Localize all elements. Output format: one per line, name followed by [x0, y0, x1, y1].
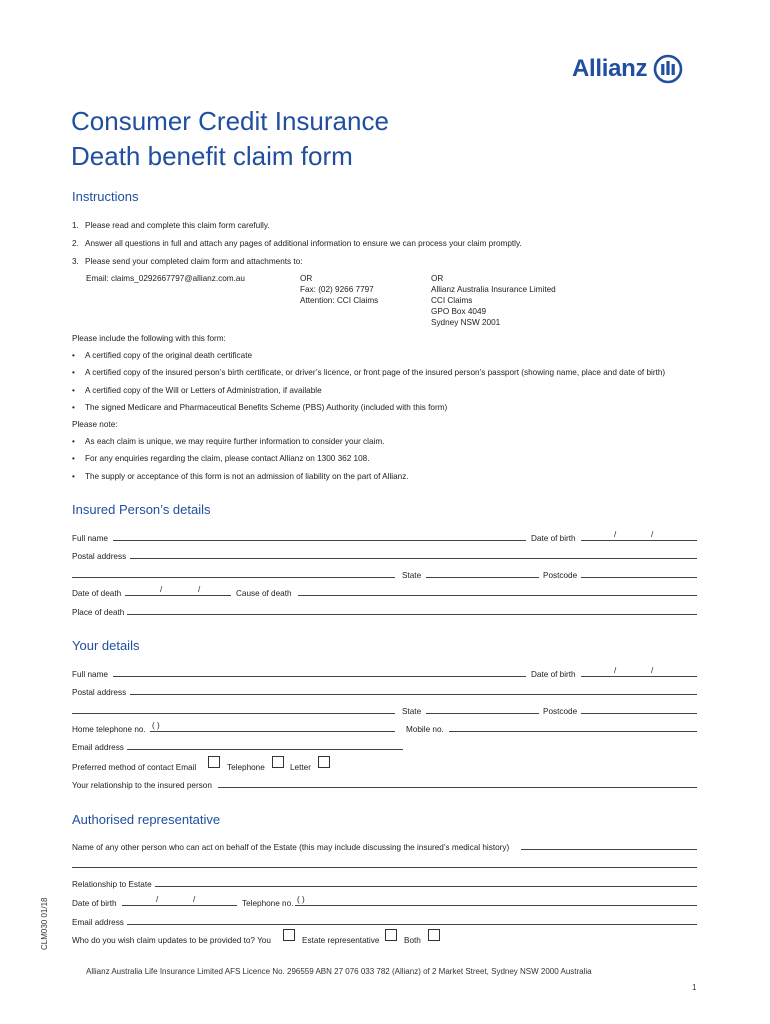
instruction-item: [72, 238, 522, 249]
rep-email-field[interactable]: [127, 924, 697, 925]
post-line: Allianz Australia Insurance Limited: [431, 285, 556, 294]
or-label: OR: [300, 274, 313, 283]
both-option-label: Both: [404, 936, 421, 945]
instructions-heading: Instructions: [72, 189, 139, 204]
title-line-2: Death benefit claim form: [71, 141, 353, 171]
list-item: [72, 367, 665, 378]
rep-relationship-label: Relationship to Estate: [72, 880, 152, 889]
bullet: •: [72, 472, 75, 481]
area-code-parens: ( ): [152, 721, 160, 730]
your-postal-label: Postal address: [72, 688, 127, 697]
insured-dod-label: Date of death: [72, 589, 122, 598]
insured-postal-field[interactable]: [130, 558, 697, 559]
item-text: Please send your completed claim form and attachments to:: [85, 257, 303, 266]
your-dob-label: Date of birth: [531, 670, 576, 679]
list-item-text: A certified copy of the Will or Letters of Administration, if available: [85, 386, 322, 395]
rep-email-label: Email address: [72, 918, 124, 927]
page-title: [71, 104, 389, 174]
insured-dob-field[interactable]: [581, 540, 697, 541]
rep-name-label: Name of any other person who can act on behalf of the Estate (this may include discussing the insured’s medical history): [72, 843, 510, 852]
page-number: 1: [692, 983, 697, 992]
your-full-name-field[interactable]: [113, 676, 526, 677]
claim-updates-label: Who do you wish claim updates to be provided to? You: [72, 936, 271, 945]
preferred-contact-label: Preferred method of contact Email: [72, 763, 197, 772]
area-code-parens: ( ): [297, 895, 305, 904]
item-number: 3.: [72, 257, 79, 266]
item-number: 2.: [72, 239, 79, 248]
bullet: •: [72, 454, 75, 463]
include-label: Please include the following with this form:: [72, 334, 226, 343]
allianz-logo-icon: [653, 54, 683, 84]
letter-option-label: Letter: [290, 763, 311, 772]
bullet: •: [72, 386, 75, 395]
list-item: [72, 385, 322, 396]
item-text: Answer all questions in full and attach any pages of additional information to ensure we can process your claim promptly.: [85, 239, 522, 248]
insured-place-label: Place of death: [72, 608, 125, 617]
date-slash: /: [614, 530, 617, 539]
list-item: [72, 436, 384, 447]
insured-cause-label: Cause of death: [236, 589, 292, 598]
insured-state-label: State: [402, 571, 422, 580]
insured-postcode-field[interactable]: [581, 577, 697, 578]
list-item-text: For any enquiries regarding the claim, please contact Allianz on 1300 362 108.: [85, 454, 370, 463]
your-postal-field-2[interactable]: [72, 713, 395, 714]
your-postcode-label: Postcode: [543, 707, 578, 716]
post-line: GPO Box 4049: [431, 307, 487, 316]
rep-tel-label: Telephone no.: [242, 899, 294, 908]
list-item-text: The signed Medicare and Pharmaceutical Benefits Scheme (PBS) Authority (included with this form): [85, 403, 448, 412]
footer-legal: Allianz Australia Life Insurance Limited AFS Licence No. 296559 ABN 27 076 033 782 (Allianz) of 2 Market Street, Sydney NSW 2000 Australia: [86, 967, 592, 976]
note-label: Please note:: [72, 420, 118, 429]
form-code: CLM030 01/18: [40, 897, 49, 950]
list-item-text: As each claim is unique, we may require further information to consider your claim.: [85, 437, 385, 446]
post-line: Sydney NSW 2001: [431, 318, 501, 327]
home-tel-label: Home telephone no.: [72, 725, 146, 734]
claims-email: Email: claims_0292667797@allianz.com.au: [86, 274, 245, 283]
date-slash: /: [156, 895, 159, 904]
list-item: [72, 471, 409, 482]
estate-rep-option-label: Estate representative: [302, 936, 380, 945]
you-checkbox[interactable]: [283, 929, 295, 941]
insured-full-name-field[interactable]: [113, 540, 526, 541]
date-slash: /: [651, 530, 654, 539]
rep-name-field[interactable]: [521, 849, 697, 850]
your-state-field[interactable]: [426, 713, 539, 714]
insured-place-field[interactable]: [127, 614, 697, 615]
your-email-label: Email address: [72, 743, 124, 752]
your-full-name-label: Full name: [72, 670, 108, 679]
mobile-field[interactable]: [449, 731, 697, 732]
your-email-field[interactable]: [127, 749, 403, 750]
allianz-logo: [572, 52, 700, 86]
list-item-text: The supply or acceptance of this form is not an admission of liability on the part of Allianz.: [85, 472, 409, 481]
your-postal-field[interactable]: [130, 694, 697, 695]
or-label: OR: [431, 274, 444, 283]
insured-cause-field[interactable]: [298, 595, 697, 596]
your-details-heading: Your details: [72, 638, 140, 653]
logo-text: Allianz: [572, 55, 648, 82]
list-item: [72, 453, 369, 464]
insured-postal-label: Postal address: [72, 552, 127, 561]
insured-postal-field-2[interactable]: [72, 577, 395, 578]
instruction-item: [72, 256, 303, 267]
your-dob-field[interactable]: [581, 676, 697, 677]
bullet: •: [72, 351, 75, 360]
telephone-checkbox[interactable]: [272, 756, 284, 768]
date-slash: /: [160, 585, 163, 594]
telephone-option-label: Telephone: [227, 763, 265, 772]
title-line-1: Consumer Credit Insurance: [71, 106, 389, 136]
post-line: CCI Claims: [431, 296, 473, 305]
list-item-text: A certified copy of the original death certificate: [85, 351, 253, 360]
date-slash: /: [614, 666, 617, 675]
instruction-item: [72, 220, 270, 231]
fax-block: [300, 273, 378, 306]
list-item: [72, 402, 447, 413]
bullet: •: [72, 403, 75, 412]
your-relationship-field[interactable]: [218, 787, 697, 788]
bullet: •: [72, 368, 75, 377]
rep-relationship-field[interactable]: [155, 886, 697, 887]
insured-dob-label: Date of birth: [531, 534, 576, 543]
list-item-text: A certified copy of the insured person’s birth certificate, or driver’s licence, or front page of the insured person’s passport (showing name, place and date of birth): [85, 368, 666, 377]
item-text: Please read and complete this claim form carefully.: [85, 221, 270, 230]
date-slash: /: [193, 895, 196, 904]
bullet: •: [72, 437, 75, 446]
item-number: 1.: [72, 221, 79, 230]
both-checkbox[interactable]: [428, 929, 440, 941]
list-item: [72, 350, 252, 361]
postal-block: [431, 273, 556, 328]
insured-full-name-label: Full name: [72, 534, 108, 543]
rep-name-field-2[interactable]: [72, 867, 697, 868]
rep-tel-field[interactable]: [295, 905, 697, 906]
your-relationship-label: Your relationship to the insured person: [72, 781, 212, 790]
your-postcode-field[interactable]: [581, 713, 697, 714]
date-slash: /: [651, 666, 654, 675]
insured-heading: Insured Person’s details: [72, 502, 211, 517]
date-slash: /: [198, 585, 201, 594]
fax-number: Fax: (02) 9266 7797: [300, 285, 374, 294]
mobile-label: Mobile no.: [406, 725, 444, 734]
rep-dob-label: Date of birth: [72, 899, 117, 908]
insured-dod-field[interactable]: [125, 595, 231, 596]
authorised-rep-heading: Authorised representative: [72, 812, 221, 827]
insured-state-field[interactable]: [426, 577, 539, 578]
insured-postcode-label: Postcode: [543, 571, 578, 580]
estate-rep-checkbox[interactable]: [385, 929, 397, 941]
email-checkbox[interactable]: [208, 756, 220, 768]
letter-checkbox[interactable]: [318, 756, 330, 768]
rep-dob-field[interactable]: [122, 905, 237, 906]
home-tel-field[interactable]: [150, 731, 395, 732]
fax-attention: Attention: CCI Claims: [300, 296, 379, 305]
your-state-label: State: [402, 707, 422, 716]
